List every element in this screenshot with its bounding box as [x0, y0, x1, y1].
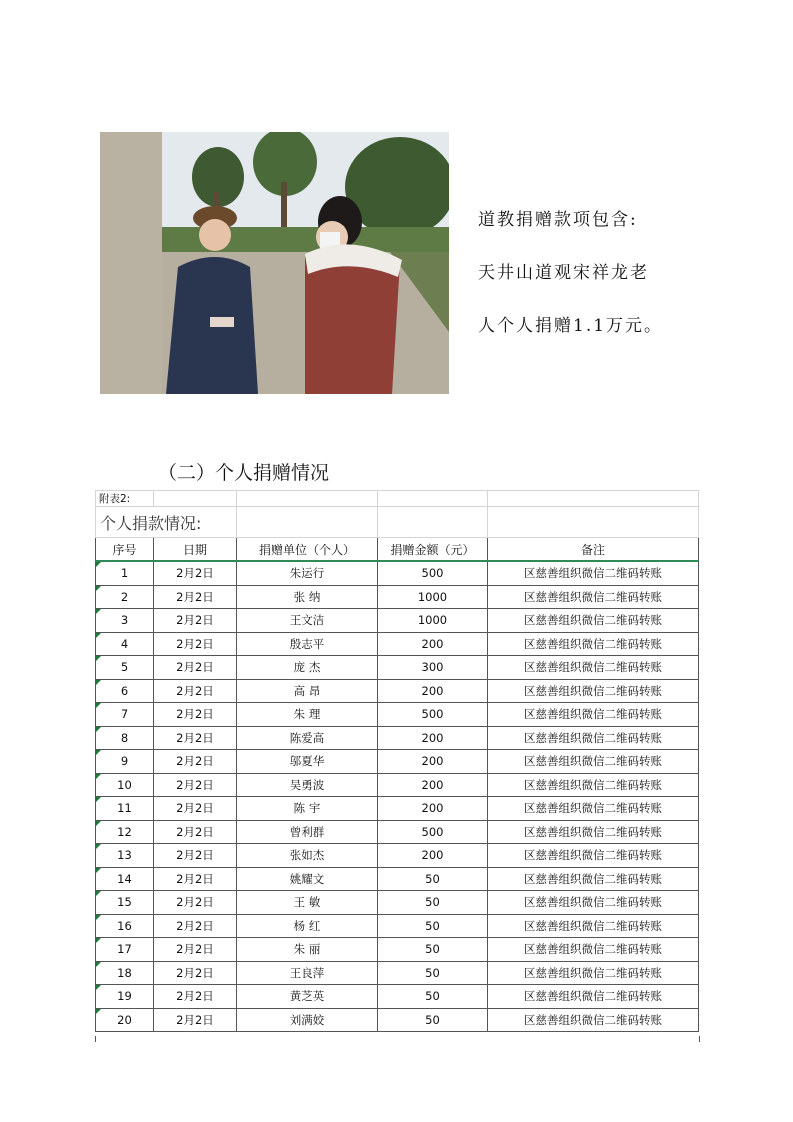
sheet-title: 个人捐款情况:	[96, 507, 237, 538]
cell-donor: 刘满姣	[237, 1008, 378, 1032]
table-row	[96, 632, 699, 656]
cell-date: 2月2日	[154, 844, 237, 868]
donation-photo-illustration	[100, 132, 449, 394]
caption-line-3: 人个人捐赠1.1万元。	[478, 316, 664, 336]
cell-amount: 50	[378, 938, 488, 962]
cell-remark: 区慈善组织微信二维码转账	[488, 961, 699, 985]
cell-remark: 区慈善组织微信二维码转账	[488, 609, 699, 633]
cell-amount: 500	[378, 703, 488, 727]
caption-line-1: 道教捐赠款项包含:	[478, 210, 638, 230]
cell-date: 2月2日	[154, 609, 237, 633]
cell-date: 2月2日	[154, 773, 237, 797]
cell-seq: 14	[96, 867, 154, 891]
donation-caption	[478, 200, 778, 359]
cell-seq: 11	[96, 797, 154, 821]
cell-amount: 200	[378, 750, 488, 774]
donation-table	[95, 490, 699, 1032]
cell-donor: 朱 丽	[237, 938, 378, 962]
cell-remark: 区慈善组织微信二维码转账	[488, 797, 699, 821]
cell-date: 2月2日	[154, 797, 237, 821]
cell-remark: 区慈善组织微信二维码转账	[488, 750, 699, 774]
cell-amount: 200	[378, 679, 488, 703]
cell-amount: 1000	[378, 585, 488, 609]
cell-seq: 1	[96, 561, 154, 585]
header-date: 日期	[154, 538, 237, 562]
table-row	[96, 797, 699, 821]
cell-date: 2月2日	[154, 938, 237, 962]
cell-date: 2月2日	[154, 703, 237, 727]
cell-amount: 50	[378, 867, 488, 891]
cell-seq: 15	[96, 891, 154, 915]
cell-remark: 区慈善组织微信二维码转账	[488, 844, 699, 868]
cell-donor: 张如杰	[237, 844, 378, 868]
cell-date: 2月2日	[154, 820, 237, 844]
cell-remark: 区慈善组织微信二维码转账	[488, 985, 699, 1009]
table-row	[96, 726, 699, 750]
cell-amount: 200	[378, 632, 488, 656]
caption-line-2: 天井山道观宋祥龙老	[478, 263, 649, 283]
cell-amount: 200	[378, 844, 488, 868]
table-row	[96, 891, 699, 915]
cell-seq: 4	[96, 632, 154, 656]
table-row	[96, 914, 699, 938]
cell-seq: 9	[96, 750, 154, 774]
table-row	[96, 867, 699, 891]
cell-date: 2月2日	[154, 1008, 237, 1032]
cell-amount: 200	[378, 726, 488, 750]
table-row	[96, 561, 699, 585]
cell-seq: 10	[96, 773, 154, 797]
cell-seq: 2	[96, 585, 154, 609]
cell-amount: 50	[378, 985, 488, 1009]
table-row	[96, 656, 699, 680]
cell-date: 2月2日	[154, 985, 237, 1009]
table-row	[96, 585, 699, 609]
cell-seq: 6	[96, 679, 154, 703]
cell-donor: 黄芝英	[237, 985, 378, 1009]
cell-amount: 50	[378, 914, 488, 938]
cell-date: 2月2日	[154, 585, 237, 609]
cell-donor: 朱运行	[237, 561, 378, 585]
cell-seq: 18	[96, 961, 154, 985]
cell-remark: 区慈善组织微信二维码转账	[488, 632, 699, 656]
cell-date: 2月2日	[154, 656, 237, 680]
cell-date: 2月2日	[154, 750, 237, 774]
cell-donor: 朱 理	[237, 703, 378, 727]
cell-donor: 吴勇波	[237, 773, 378, 797]
cell-date: 2月2日	[154, 679, 237, 703]
table-row	[96, 609, 699, 633]
cell-amount: 50	[378, 961, 488, 985]
cell-donor: 张 纳	[237, 585, 378, 609]
cell-remark: 区慈善组织微信二维码转账	[488, 679, 699, 703]
cell-amount: 50	[378, 1008, 488, 1032]
header-donor: 捐赠单位（个人）	[237, 538, 378, 562]
cell-date: 2月2日	[154, 867, 237, 891]
cell-seq: 7	[96, 703, 154, 727]
cell-date: 2月2日	[154, 914, 237, 938]
cell-date: 2月2日	[154, 632, 237, 656]
cell-amount: 500	[378, 561, 488, 585]
cell-seq: 8	[96, 726, 154, 750]
cell-donor: 王文洁	[237, 609, 378, 633]
header-seq: 序号	[96, 538, 154, 562]
cell-remark: 区慈善组织微信二维码转账	[488, 726, 699, 750]
cell-donor: 殷志平	[237, 632, 378, 656]
cell-date: 2月2日	[154, 961, 237, 985]
cell-donor: 杨 红	[237, 914, 378, 938]
cell-seq: 17	[96, 938, 154, 962]
cell-remark: 区慈善组织微信二维码转账	[488, 656, 699, 680]
cell-donor: 姚耀文	[237, 867, 378, 891]
cell-remark: 区慈善组织微信二维码转账	[488, 561, 699, 585]
cell-seq: 13	[96, 844, 154, 868]
cell-donor: 邬夏华	[237, 750, 378, 774]
header-remark: 备注	[488, 538, 699, 562]
table-row	[96, 844, 699, 868]
cell-donor: 庞 杰	[237, 656, 378, 680]
cell-date: 2月2日	[154, 891, 237, 915]
table-row	[96, 1008, 699, 1032]
cell-donor: 陈 宇	[237, 797, 378, 821]
cell-remark: 区慈善组织微信二维码转账	[488, 703, 699, 727]
cell-amount: 50	[378, 891, 488, 915]
cell-remark: 区慈善组织微信二维码转账	[488, 585, 699, 609]
cell-remark: 区慈善组织微信二维码转账	[488, 773, 699, 797]
cell-seq: 19	[96, 985, 154, 1009]
cell-amount: 500	[378, 820, 488, 844]
cell-remark: 区慈善组织微信二维码转账	[488, 1008, 699, 1032]
cell-seq: 12	[96, 820, 154, 844]
header-amount: 捐赠金额（元）	[378, 538, 488, 562]
cell-donor: 高 昂	[237, 679, 378, 703]
sheet-title-row	[96, 507, 699, 538]
cell-seq: 3	[96, 609, 154, 633]
table-row	[96, 773, 699, 797]
cell-remark: 区慈善组织微信二维码转账	[488, 891, 699, 915]
cell-amount: 300	[378, 656, 488, 680]
cell-donor: 王良萍	[237, 961, 378, 985]
cell-remark: 区慈善组织微信二维码转账	[488, 867, 699, 891]
cell-seq: 5	[96, 656, 154, 680]
cell-date: 2月2日	[154, 726, 237, 750]
cell-seq: 16	[96, 914, 154, 938]
donation-photo	[100, 132, 449, 394]
cell-amount: 200	[378, 773, 488, 797]
sheet-note-row	[96, 491, 699, 507]
table-header-row	[96, 538, 699, 562]
cell-donor: 王 敏	[237, 891, 378, 915]
cell-donor: 曾利群	[237, 820, 378, 844]
table-row	[96, 703, 699, 727]
table-row	[96, 961, 699, 985]
table-cutoff	[95, 1036, 700, 1042]
table-row	[96, 938, 699, 962]
table-row	[96, 750, 699, 774]
sheet-note: 附表2:	[96, 491, 154, 507]
cell-remark: 区慈善组织微信二维码转账	[488, 820, 699, 844]
donation-sheet	[95, 490, 698, 1032]
cell-remark: 区慈善组织微信二维码转账	[488, 914, 699, 938]
cell-remark: 区慈善组织微信二维码转账	[488, 938, 699, 962]
table-row	[96, 985, 699, 1009]
cell-amount: 1000	[378, 609, 488, 633]
cell-seq: 20	[96, 1008, 154, 1032]
cell-amount: 200	[378, 797, 488, 821]
cell-date: 2月2日	[154, 561, 237, 585]
cell-donor: 陈爱高	[237, 726, 378, 750]
table-row	[96, 820, 699, 844]
section-title: （二）个人捐赠情况	[158, 462, 330, 484]
table-row	[96, 679, 699, 703]
